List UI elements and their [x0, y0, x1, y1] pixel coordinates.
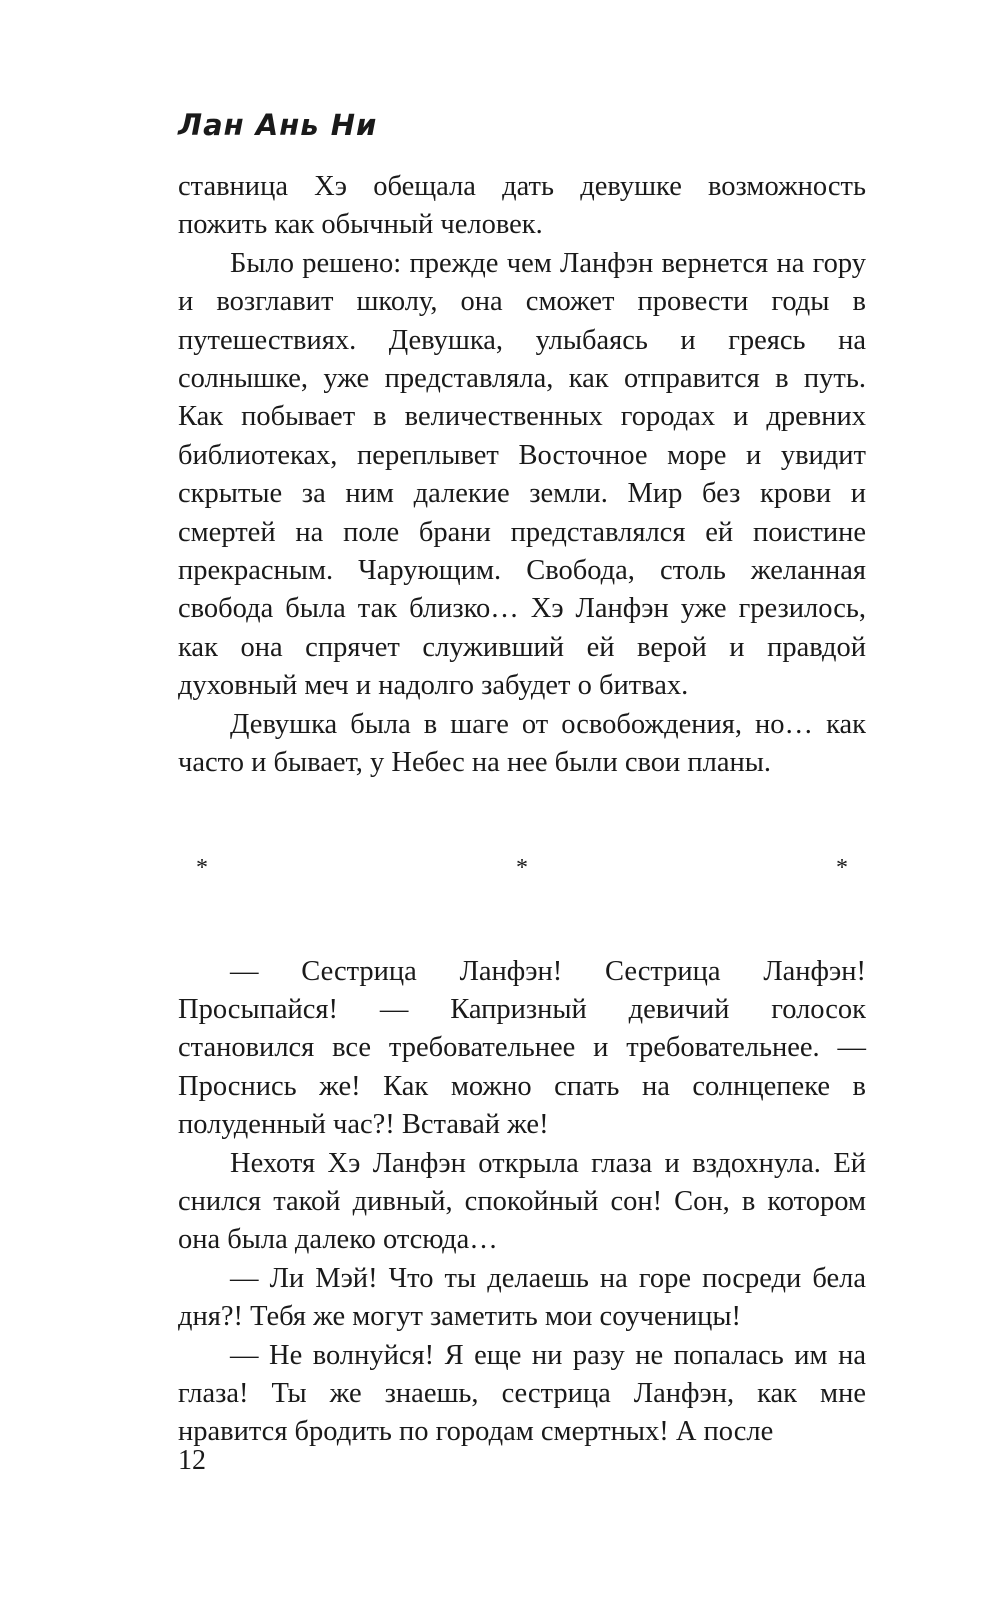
paragraph-continuation: ставница Хэ обещала дать девушке возможность пожить как обычный человек.	[178, 171, 866, 241]
paragraph-dialogue: — Ли Мэй! Что ты делаешь на горе посреди бела дня?! Тебя же могут заметить мои соученицы!	[178, 1262, 866, 1333]
paragraph-dialogue: — Сестрица Ланфэн! Сестрица Ланфэн! Просыпайся! — Капризный девичий голосок становился все требовательнее и требовательнее. — Проснись же! Как можно спать на солнцепеке в полуденный час?! Вставай же!	[178, 955, 866, 1141]
paragraph-dialogue: — Не волнуйся! Я еще ни разу не попалась им на глаза! Ты же знаешь, сестрица Ланфэн, как мне нравится бродить по городам смертных! А после	[178, 1339, 866, 1448]
section-separator: * * *	[196, 854, 866, 881]
page-number: 12	[178, 1445, 206, 1476]
paragraph: Было решено: прежде чем Ланфэн вернется на гору и возглавит школу, она сможет провести годы в путешествиях. Девушка, улыбаясь и греясь на солнышке, уже представляла, как отправится в путь. Как побывает в величественных городах и древних библиотеках, переплывет Восточное море и увидит скрытые за ним далекие земли. Мир без крови и смертей на поле брани представлялся ей поистине прекрасным. Чарующим. Свобода, столь желанная свобода была так близко… Хэ Ланфэн уже грезилось, как она спрячет служивший ей верой и правдой духовный меч и надолго забудет о битвах.	[178, 247, 866, 702]
text-block	[178, 168, 866, 1452]
paragraph: Девушка была в шаге от освобождения, но… как часто и бывает, у Небес на нее были свои планы.	[178, 708, 866, 779]
paragraph: Нехотя Хэ Ланфэн открыла глаза и вздохнула. Ей снился такой дивный, спокойный сон! Сон, в котором она была далеко отсюда…	[178, 1147, 866, 1256]
running-head-author: Лан Ань Ни	[178, 108, 378, 142]
